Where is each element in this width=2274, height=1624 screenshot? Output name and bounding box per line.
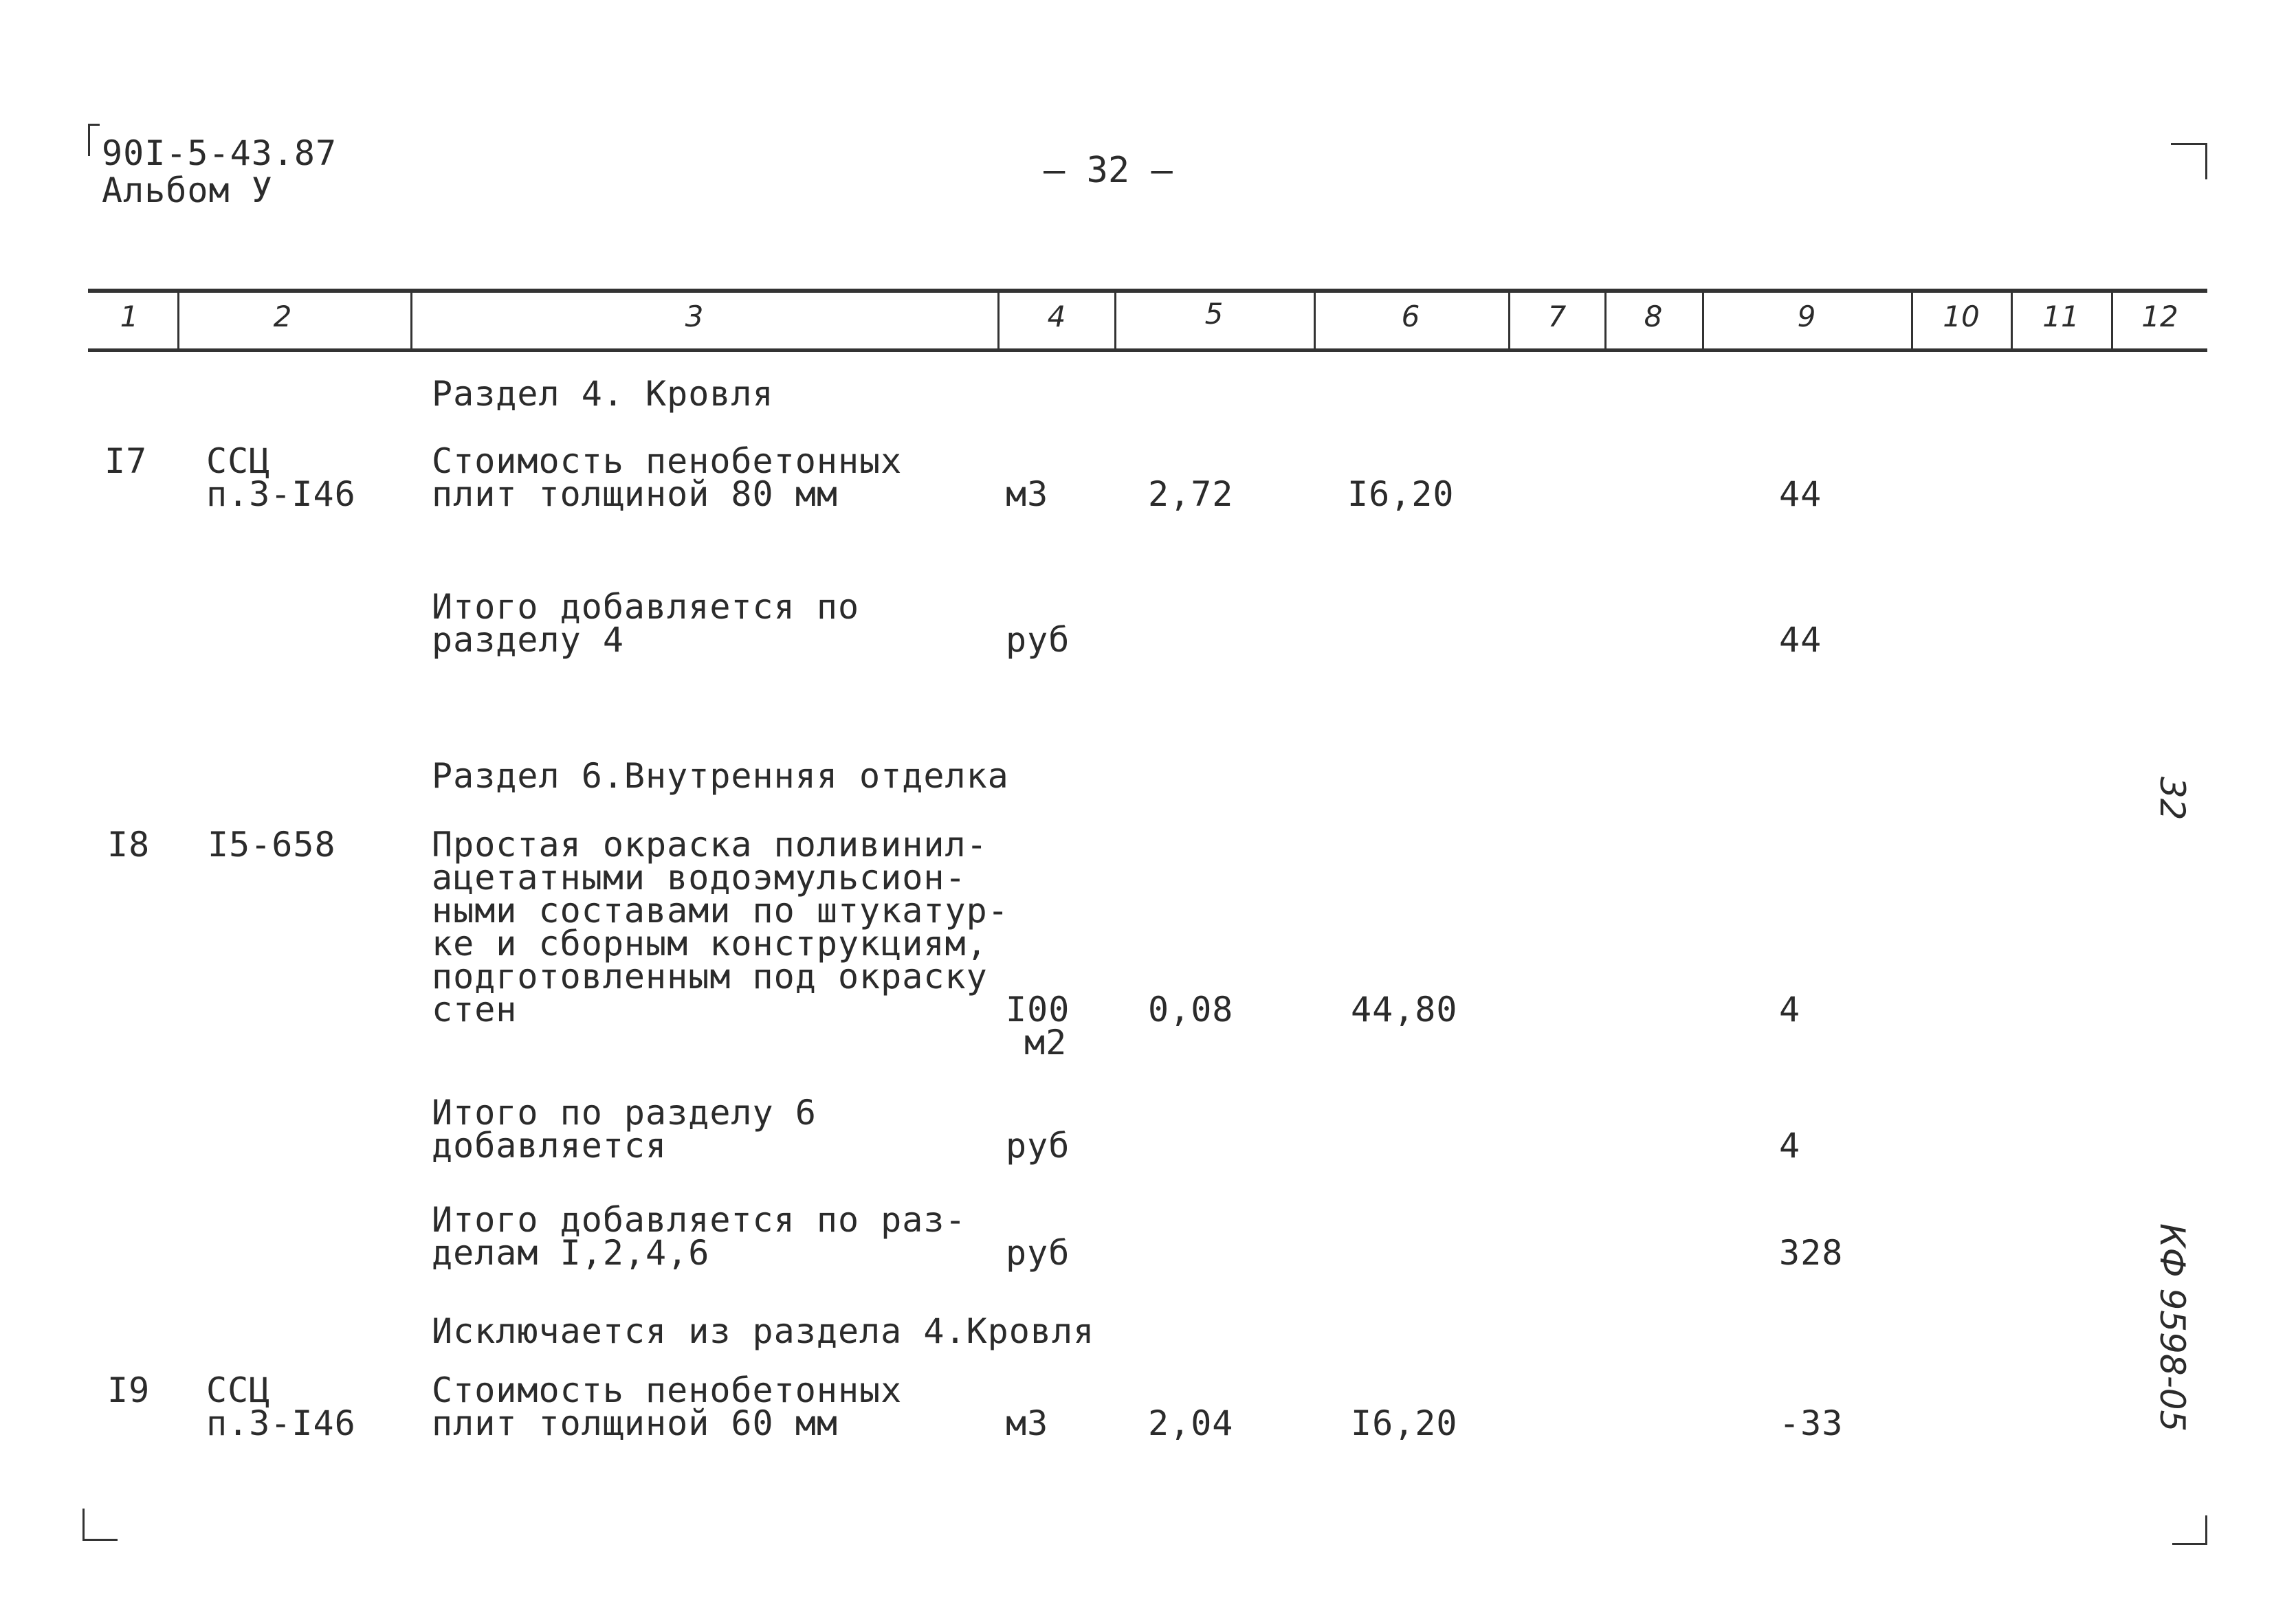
album-label: Альбом У [102,170,273,210]
unit: руб [1006,1233,1070,1273]
quantity: 2,72 [1148,474,1234,514]
row-description: ными составами по штукатур- [432,891,1009,931]
row-description: Стоимость пенобетонных [432,1370,903,1410]
column-number: 4 [1047,300,1066,333]
row-description: стен [432,990,518,1030]
row-description: плит толщиной 60 мм [432,1403,838,1443]
row-description: ке и сборным конструкциям, [432,924,988,964]
column-number: 5 [1204,297,1224,331]
unit: руб [1006,620,1070,660]
column-number: 6 [1401,300,1420,333]
subtotal-description: добавляется [432,1126,667,1166]
unit-price: I6,20 [1351,1403,1458,1443]
column-divider [2111,292,2113,351]
column-divider [2011,292,2013,351]
sheet-number-margin: 32 [2152,777,2192,821]
table-top-rule [88,289,2207,293]
quantity: 2,04 [1148,1403,1234,1443]
unit: м3 [1006,474,1049,514]
row-description: ацетатными водоэмульсион- [432,858,967,898]
column-divider [1114,292,1116,351]
column-divider [1314,292,1316,351]
column-number: 7 [1547,300,1567,333]
price-code: ССЦ [206,441,271,481]
total-cost: 4 [1779,990,1801,1030]
column-number: 8 [1644,300,1663,333]
unit: I00 [1006,990,1070,1030]
column-divider [1508,292,1510,351]
subtotal-description: Итого добавляется по раз- [432,1200,967,1240]
column-divider [410,292,412,351]
column-number: 12 [2141,300,2178,333]
row-number: I8 [107,825,151,865]
unit-price: 44,80 [1351,990,1458,1030]
corner-mark-top-left [88,124,100,156]
row-description: подготовленным под окраску [432,957,988,997]
table-header-bottom-rule [88,348,2207,352]
column-number: 10 [1943,300,1980,333]
column-divider [1604,292,1607,351]
total-cost: -33 [1779,1403,1844,1443]
price-code: ССЦ [206,1370,271,1410]
section-title: Раздел 6.Внутренняя отделка [432,756,1009,796]
page-number: – 32 – [1044,150,1173,191]
column-divider [1911,292,1913,351]
unit: м2 [1024,1023,1068,1063]
subtotal-description: делам I,2,4,6 [432,1233,710,1273]
subtotal-value: 4 [1779,1126,1801,1166]
unit: руб [1006,1126,1070,1166]
corner-mark-bottom-left [82,1509,118,1541]
column-number: 1 [120,300,139,333]
total-cost: 44 [1779,474,1822,514]
unit-price: I6,20 [1347,474,1455,514]
column-divider [1702,292,1704,351]
section-title: Исключается из раздела 4.Кровля [432,1311,1095,1351]
column-number: 3 [685,300,704,333]
price-code: п.3-I46 [206,474,356,514]
row-description: плит толщиной 80 мм [432,474,838,514]
row-number: I7 [104,441,148,481]
corner-mark-top-right [2171,143,2207,179]
document-code: 90I-5-43.87 [102,133,338,173]
subtotal-description: разделу 4 [432,620,624,660]
column-number: 2 [273,300,292,333]
quantity: 0,08 [1148,990,1234,1030]
row-description: Стоимость пенобетонных [432,441,903,481]
corner-mark-bottom-right [2172,1515,2207,1545]
price-code: I5-658 [208,825,336,865]
column-divider [997,292,1000,351]
subtotal-description: Итого по разделу 6 [432,1093,817,1133]
price-code: п.3-I46 [206,1403,356,1443]
column-number: 11 [2042,300,2079,333]
unit: м3 [1006,1403,1049,1443]
row-description: Простая окраска поливинил- [432,825,988,865]
subtotal-value: 44 [1779,620,1822,660]
inventory-stamp: КФ 9598-05 [2152,1223,2192,1432]
row-number: I9 [107,1370,151,1410]
section-title: Раздел 4. Кровля [432,374,774,414]
column-divider [177,292,179,351]
subtotal-value: 328 [1779,1233,1844,1273]
subtotal-description: Итого добавляется по [432,587,860,627]
column-number: 9 [1797,300,1816,333]
